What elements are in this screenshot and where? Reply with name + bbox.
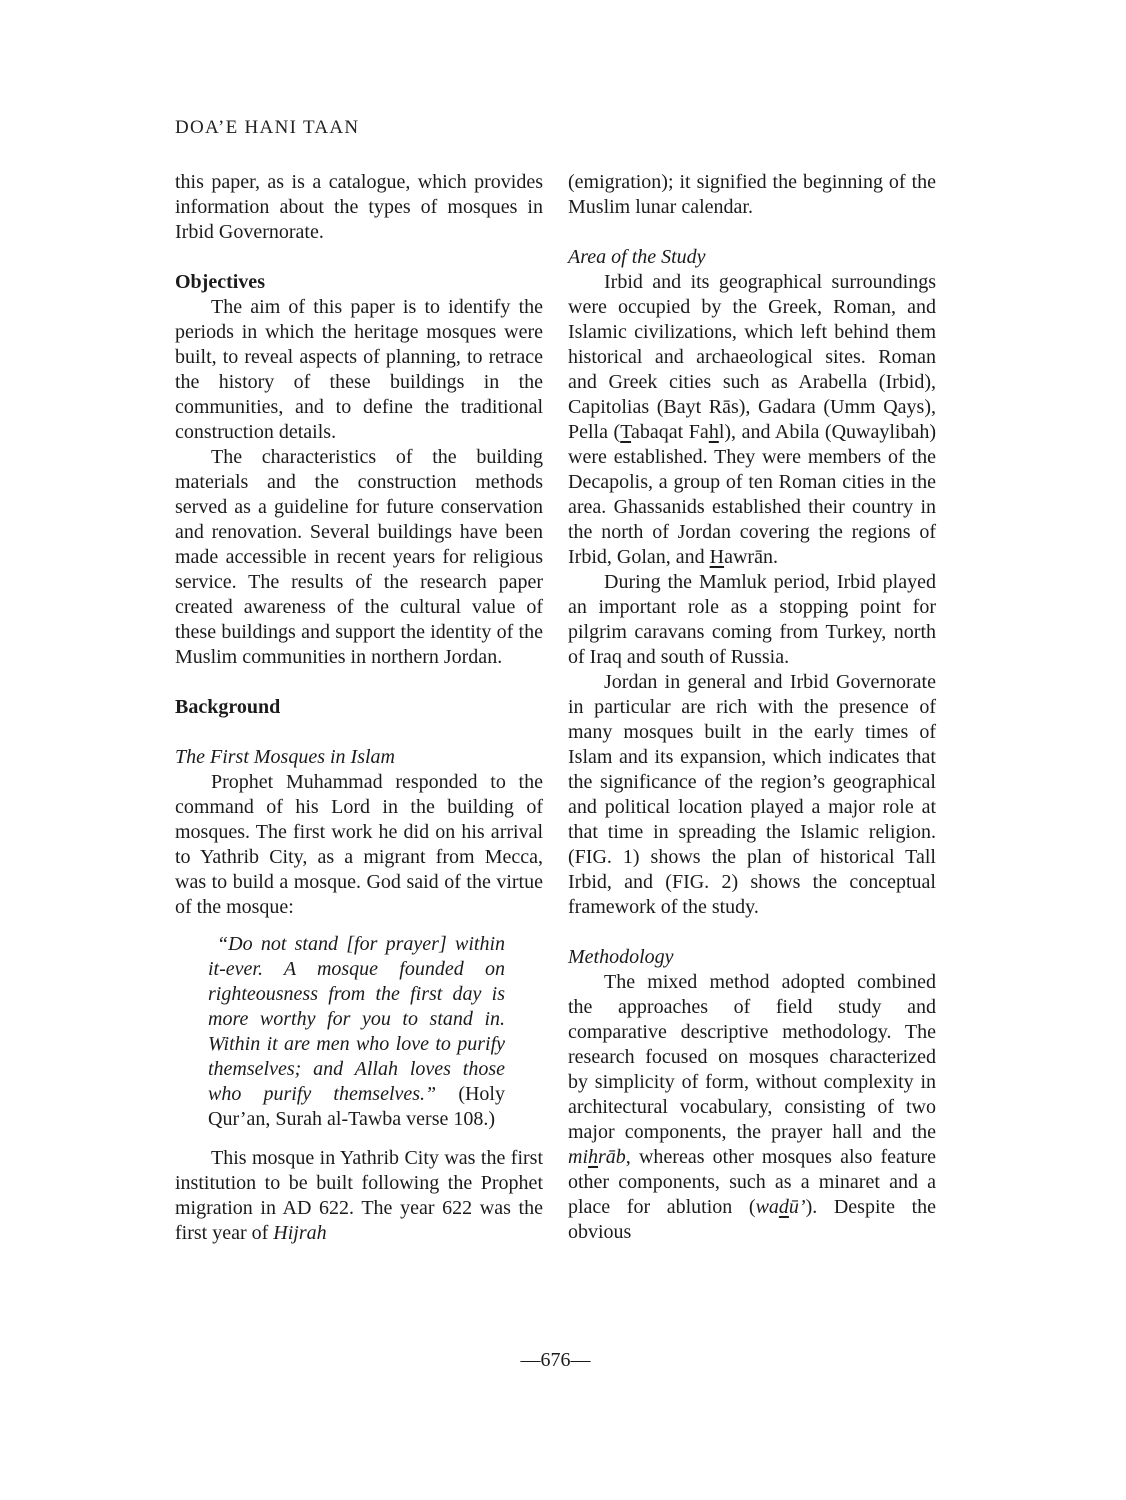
running-header-author: DOA’E HANI TAAN (175, 117, 360, 138)
paragraph-mamluk-period: During the Mamluk period, Irbid played an important role as a stopping point for pilgrim caravans coming from Turkey, north of Iraq and south of Russia. (568, 571, 936, 668)
heading-objectives: Objectives (175, 271, 265, 293)
page-number: —676— (520, 1349, 591, 1371)
heading-methodology: Methodology (568, 946, 674, 968)
heading-area-of-the-study: Area of the Study (568, 246, 706, 268)
paragraph-mixed-method: The mixed method adopted combined the approaches of field study and comparative descriptive methodology. The research focused on mosques characterized by simplicity of form, without complexity in architectural vocabulary, consisting of two major components, the prayer hall and the mihrāb, whereas other mosques also feature other components, such as a minaret and a place for ablution (wadū’). Despite the obvious (568, 971, 936, 1243)
paragraph-intro-continuation: this paper, as is a catalogue, which provides information about the types of mosques in Irbid Governorate. (175, 171, 543, 243)
heading-background: Background (175, 696, 281, 718)
paragraph-hijrah-continuation: (emigration); it signified the beginning of the Muslim lunar calendar. (568, 171, 936, 218)
left-column (175, 170, 543, 1246)
heading-first-mosques-in-islam: The First Mosques in Islam (175, 746, 395, 768)
paragraph-prophet-muhammad: Prophet Muhammad responded to the command of his Lord in the building of mosques. The first work he did on his arrival to Yathrib City, as a migrant from Mecca, was to build a mosque. God said of the virtue of the mosque: (175, 771, 543, 918)
paragraph-yathrib-mosque: This mosque in Yathrib City was the first institution to be built following the Prophet migration in AD 622. The year 622 was the first year of Hijrah (175, 1147, 543, 1244)
text-columns (175, 170, 936, 1246)
paragraph-irbid-surroundings: Irbid and its geographical surroundings were occupied by the Greek, Roman, and Islamic civilizations, which left behind them historical and archaeological sites. Roman and Greek cities such as Arabella (Irbid), Capitolias (Bayt Rās), Gadara (Umm Qays), Pella (Tabaqat Fahl), and Abila (Quwaylibah) were established. They were members of the Decapolis, a group of ten Roman cities in the area. Ghassanids established their country in the north of Jordan covering the regions of Irbid, Golan, and Hawrān. (568, 271, 937, 568)
paragraph-objectives-characteristics: The characteristics of the building materials and the construction methods served as a guideline for future conservation and renovation. Several buildings have been made accessible in recent years for religious service. The results of the research paper created awareness of the cultural value of these buildings and support the identity of the Muslim communities in northern Jordan. (175, 446, 543, 668)
paragraph-jordan-governorate: Jordan in general and Irbid Governorate in particular are rich with the presence of many mosques built in the early times of Islam and its expansion, which indicates that the significance of the region’s geographical and political location played a major role at that time in spreading the Islamic religion. (FIG. 1) shows the plan of historical Tall Irbid, and (FIG. 2) shows the conceptual framework of the study. (568, 671, 936, 918)
right-column (568, 170, 936, 1246)
paragraph-objectives-aim: The aim of this paper is to identify the periods in which the heritage mosques were built, to reveal aspects of planning, to retrace the history of these buildings in the communities, and to define the traditional construction details. (175, 296, 543, 443)
blockquote-quran-verse: “Do not stand [for prayer] within it-ever. A mosque founded on righteousness from the first day is more worthy for you to stand in. Within it are men who love to purify themselves; and Allah loves those who purify themselves.” (Holy Qur’an, Surah al-Tawba verse 108.) (208, 933, 505, 1130)
